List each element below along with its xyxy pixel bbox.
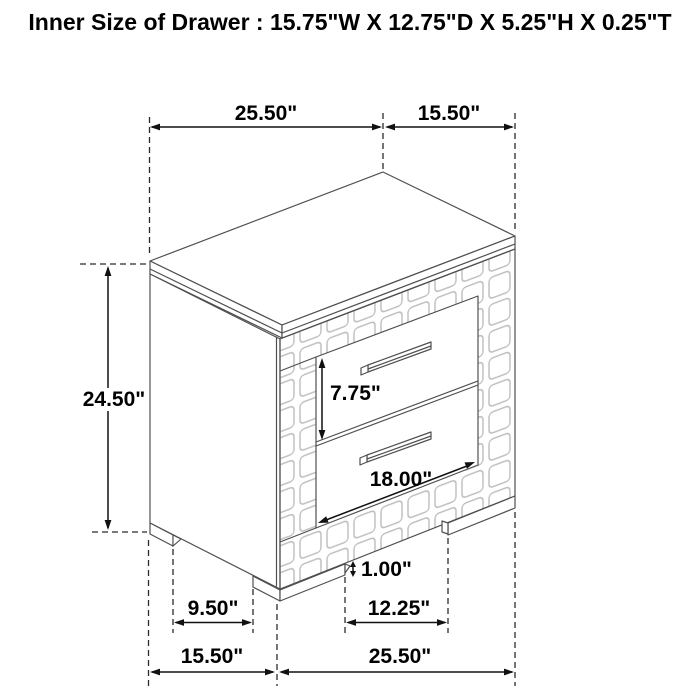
bottom-drawer-handle: [360, 432, 431, 465]
dim-top-depth: [385, 102, 514, 130]
dim-base-cutout-height: [350, 558, 412, 581]
drawer-height-label: 7.75": [330, 382, 381, 405]
overall-height-label: 24.50": [82, 388, 146, 411]
dim-bottom-depth: [150, 645, 275, 675]
front-foot-left-notch: [345, 564, 350, 573]
figure-title: Inner Size of Drawer : 15.75"W X 12.75"D X 5.25"H X 0.25"T: [28, 9, 672, 35]
top-depth-label: 15.50": [417, 102, 481, 125]
bottom-width-label: 25.50": [368, 645, 432, 668]
top-drawer-handle: [361, 342, 431, 375]
drawer-width-label: 18.00": [369, 468, 433, 491]
front-cutout-width-label: 12.25": [367, 597, 431, 620]
bottom-depth-label: 15.50": [180, 645, 244, 668]
base-cutout-height-label: 1.00": [361, 558, 412, 581]
dim-top-width: [150, 102, 382, 130]
front-foot-right-notch: [442, 521, 448, 534]
top-width-label: 25.50": [234, 102, 298, 125]
dim-side-cutout-width: [174, 597, 252, 626]
dim-overall-height: [83, 266, 146, 530]
side-cutout-width-label: 9.50": [187, 597, 239, 620]
dim-bottom-width: [279, 645, 514, 675]
dim-front-cutout-width: [346, 597, 447, 626]
